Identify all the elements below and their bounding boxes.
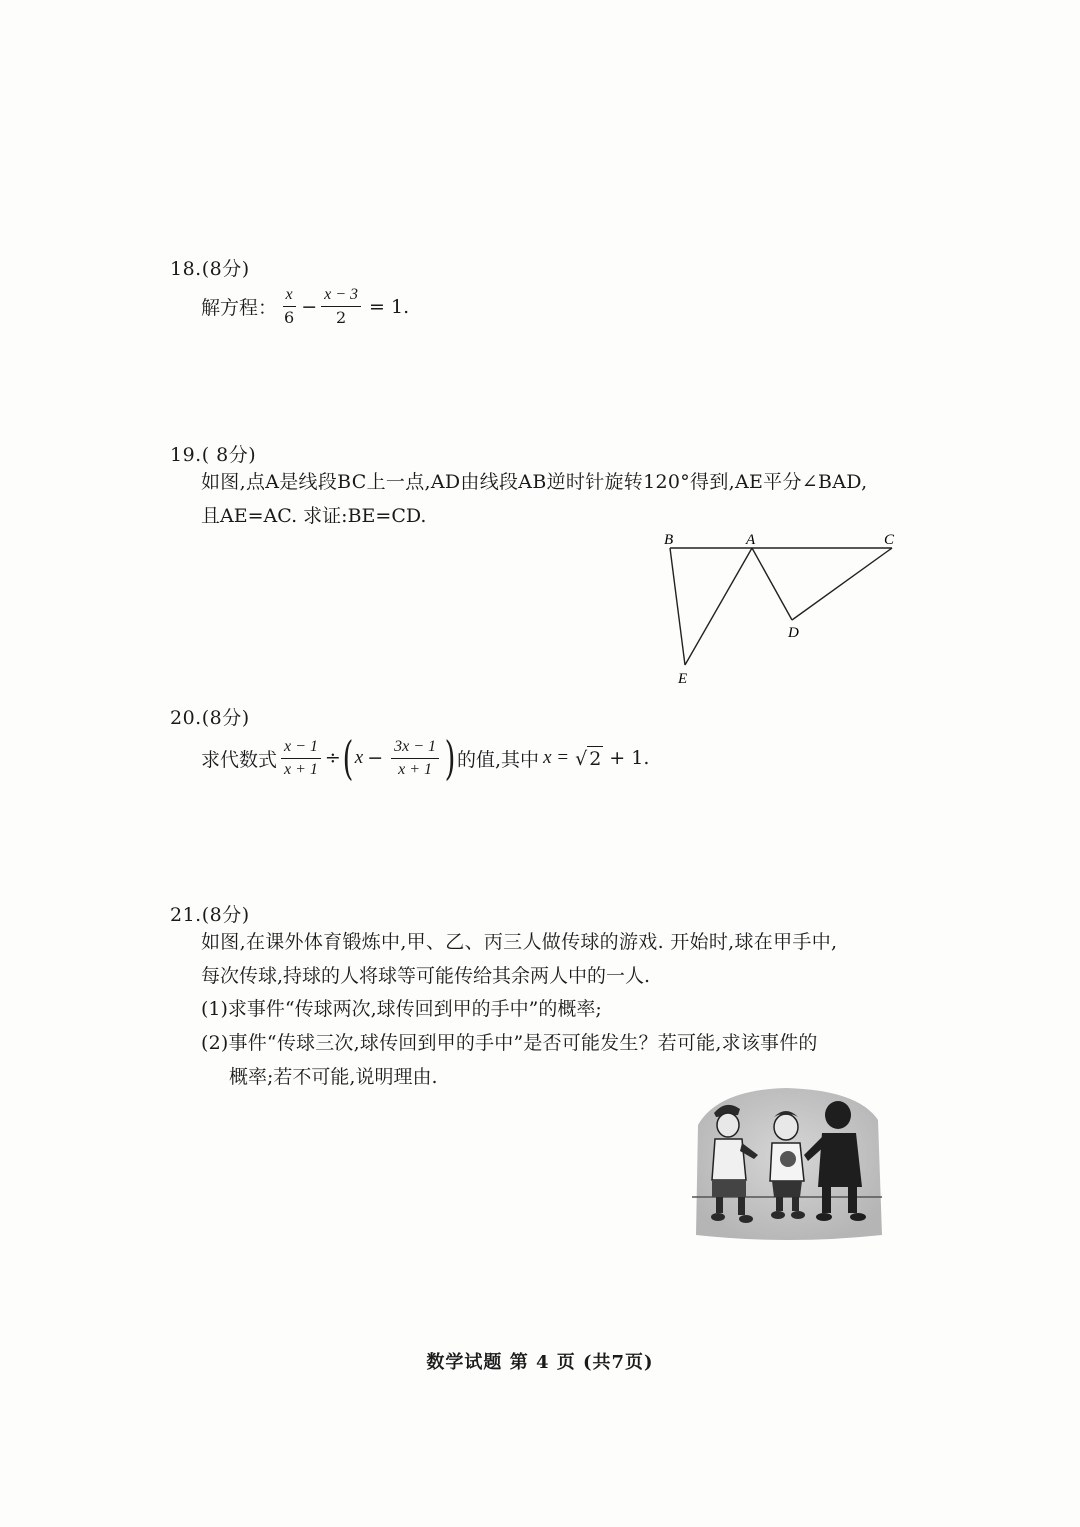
q20-frac2-numerator: 3x − 1 bbox=[391, 739, 439, 759]
q20-fraction-2 bbox=[391, 739, 439, 778]
q18-prefix: 解方程： bbox=[201, 297, 278, 319]
q20-radicand: 2 bbox=[589, 748, 602, 770]
q20-number: 20.(8分) bbox=[170, 707, 250, 729]
segment-be bbox=[670, 548, 685, 665]
q20-x: x bbox=[354, 747, 364, 768]
segment-dc bbox=[792, 548, 892, 620]
q18-fraction-2 bbox=[321, 287, 361, 326]
q20-frac1-denominator: x + 1 bbox=[284, 760, 318, 778]
segment-ea bbox=[685, 548, 752, 665]
q20-expression bbox=[201, 731, 650, 785]
q18-number: 18.(8分) bbox=[170, 258, 250, 280]
q20-right-paren: ) bbox=[444, 731, 456, 785]
q19-line-1: 如图,点A是线段BC上一点,AD由线段AB逆时针旋转120°得到,AE平分∠BAD, bbox=[201, 471, 868, 493]
q19-geometry-figure bbox=[650, 525, 910, 695]
q20-mid: 的值,其中 bbox=[457, 748, 540, 771]
q20-tail: + 1. bbox=[609, 747, 650, 769]
q20-x-equals: x = bbox=[543, 747, 570, 768]
page-footer: 数学试题 第 4 页 (共7页) bbox=[426, 1352, 654, 1373]
q20-frac2-denominator: x + 1 bbox=[398, 760, 433, 778]
q21-subquestion-2-line-2: 概率;若不可能,说明理由. bbox=[229, 1066, 438, 1088]
q18-equation bbox=[201, 287, 409, 326]
q18-frac1-numerator: x bbox=[283, 287, 296, 307]
label-b: B bbox=[664, 532, 674, 548]
label-a: A bbox=[746, 532, 756, 548]
q21-subquestion-2-line-1: (2)事件“传球三次,球传回到甲的手中”是否可能发生？若可能,求该事件的 bbox=[201, 1032, 818, 1054]
q20-frac1-numerator: x − 1 bbox=[281, 739, 321, 759]
q20-left-paren: ( bbox=[342, 731, 354, 785]
label-d: D bbox=[788, 625, 799, 641]
q20-sqrt bbox=[575, 746, 603, 770]
q18-frac2-denominator: 2 bbox=[335, 308, 347, 327]
q20-fraction-1 bbox=[281, 739, 321, 778]
q21-line-2: 每次传球,持球的人将球等可能传给其余两人中的一人. bbox=[201, 965, 651, 987]
q18-tail: = 1. bbox=[369, 295, 410, 318]
q20-minus: − bbox=[367, 747, 384, 769]
q18-minus: − bbox=[301, 295, 318, 318]
q19-line-2: 且AE=AC. 求证:BE=CD. bbox=[201, 505, 427, 527]
q19-number: 19.( 8分) bbox=[170, 444, 257, 466]
q21-subquestion-1: (1)求事件“传球两次,球传回到甲的手中”的概率; bbox=[201, 998, 602, 1020]
q20-sqrt-sign: √ bbox=[575, 748, 588, 770]
q20-divide: ÷ bbox=[324, 747, 341, 769]
q21-number: 21.(8分) bbox=[170, 904, 250, 926]
q21-line-1: 如图,在课外体育锻炼中,甲、乙、丙三人做传球的游戏. 开始时,球在甲手中, bbox=[201, 931, 838, 953]
label-e: E bbox=[678, 671, 688, 687]
label-c: C bbox=[884, 532, 895, 548]
q18-frac1-denominator: 6 bbox=[284, 308, 295, 327]
segment-ad bbox=[752, 548, 792, 620]
q18-frac2-numerator: x − 3 bbox=[321, 287, 361, 307]
q18-fraction-1 bbox=[281, 287, 297, 326]
children-ball-game-illustration bbox=[688, 1085, 884, 1245]
q20-prefix: 求代数式 bbox=[201, 748, 278, 771]
